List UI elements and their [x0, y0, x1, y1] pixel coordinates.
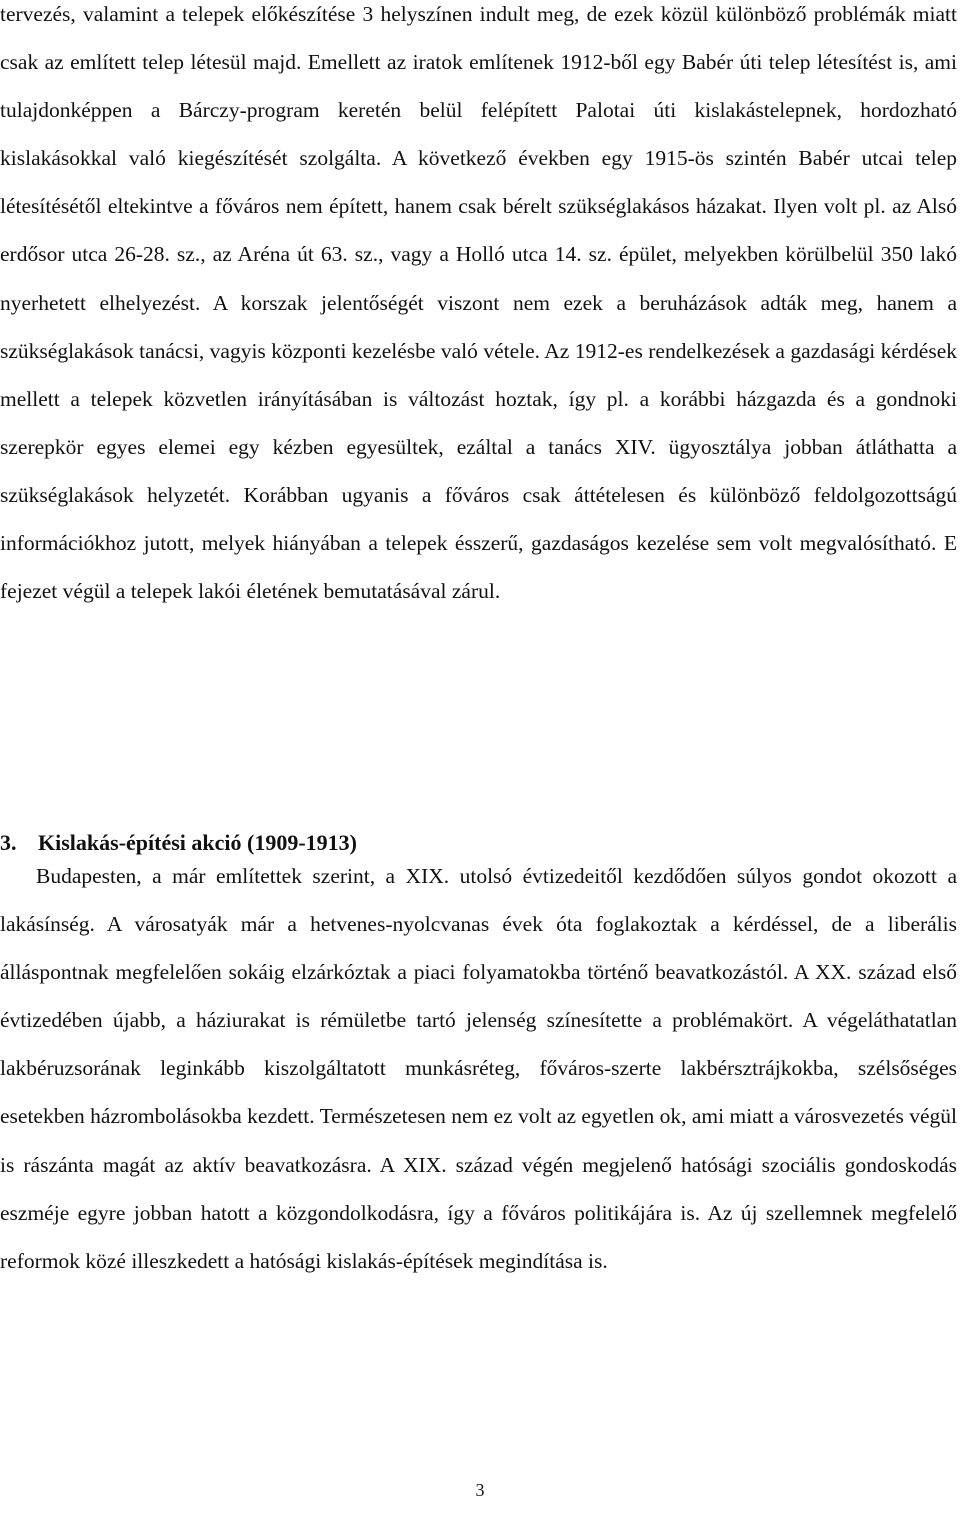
- section-number: 3.: [0, 830, 17, 855]
- page-number: 3: [475, 1480, 485, 1500]
- section-title: Kislakás-építési akció (1909-1913): [38, 830, 357, 855]
- body-paragraph-1: tervezés, valamint a telepek előkészítése 3 helyszínen indult meg, de ezek közül különböző problémák miatt csak az említett telep létesül majd. Emellett az iratok említenek 1912-ből egy Babér úti telep létesítést is, ami tulajdonképpen a Bárczy-program keretén belül felépített Palotai úti kislakástelepnek, hordozható kislakásokkal való kiegészítését szolgálta. A következő években egy 1915-ös szintén Babér utcai telep létesítésétől eltekintve a főváros nem épített, hanem csak bérelt szükséglakásos házakat. Ilyen volt pl. az Alsó erdősor utca 26-28. sz., az Aréna út 63. sz., vagy a Holló utca 14. sz. épület, melyekben körülbelül 350 lakó nyerhetett elhelyezést. A korszak jelentőségét viszont nem ezek a beruházások adták meg, hanem a szükséglakások tanácsi, vagyis központi kezelésbe való vétele. Az 1912-es rendelkezések a gazdasági kérdések mellett a telepek közvetlen irányításában is változást hoztak, így pl. a korábbi házgazda és a gondnoki szerepkör egyes elemei egy kézben egyesültek, ezáltal a tanács XIV. ügyosztálya jobban átláthatta a szükséglakások helyzetét. Korábban ugyanis a főváros csak áttételesen és különböző feldolgozottságú információkhoz jutott, melyek hiányában a telepek ésszerű, gazdaságos kezelése sem volt megvalósítható. E fejezet végül a telepek lakói életének bemutatásával zárul.: [0, 2, 957, 604]
- body-paragraph-2: Budapesten, a már említettek szerint, a XIX. utolsó évtizedeitől kezdődően súlyos gondot okozott a lakásínség. A városatyák már a hetvenes-nyolcvanas évek óta foglakoztak a kérdéssel, de a liberális álláspontnak megfelelően sokáig elzárkóztak a piaci folyamatokba történő beavatkozástól. A XX. század első évtizedében újabb, a háziurakat is rémületbe tartó jelenség színesítette a problémakört. A végeláthatatlan lakbéruzsorának leginkább kiszolgáltatott munkásréteg, főváros-szerte lakbérsztrájkokba, szélsőséges esetekben házrombolásokba kezdett. Természetesen nem ez volt az egyetlen ok, ami miatt a városvezetés végül is rászánta magát az aktív beavatkozásra. A XIX. század végén megjelenő hatósági szociális gondoskodás eszméje egyre jobban hatott a közgondolkodásra, így a főváros politikájára is. Az új szellemnek megfelelő reformok közé illeszkedett a hatósági kislakás-építések megindítása is.: [0, 864, 957, 1273]
